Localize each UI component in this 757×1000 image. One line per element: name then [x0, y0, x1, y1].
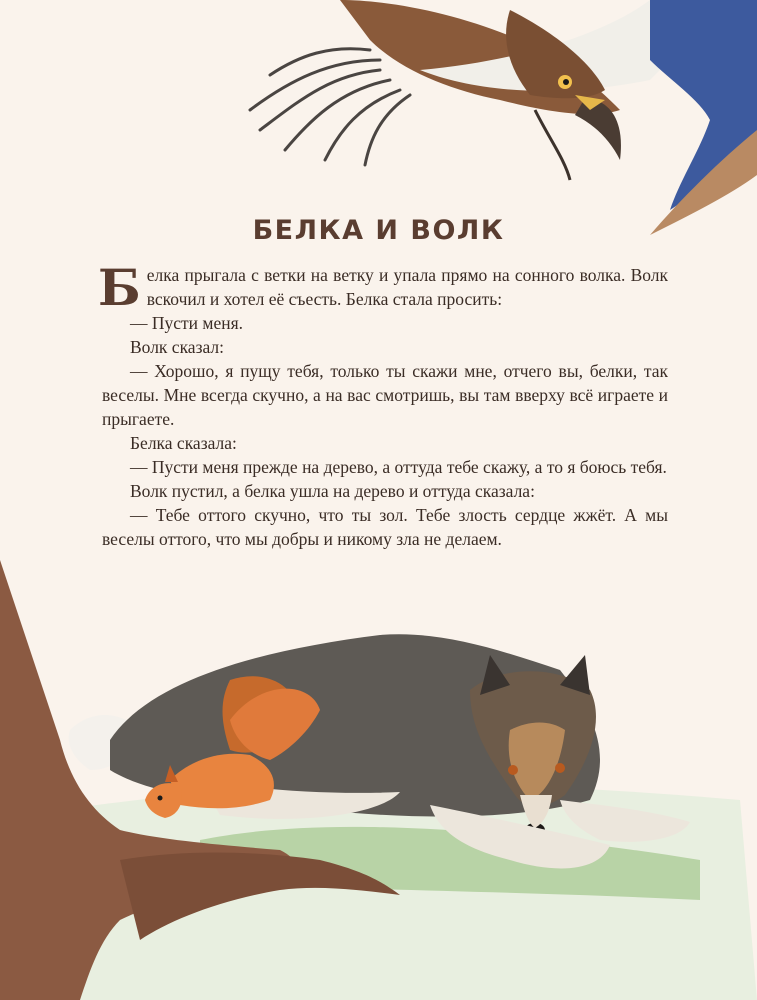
story-paragraph: — Хорошо, я пущу тебя, только ты скажи мне, отчего вы, белки, так веселы. Мне всегда скучно, а на вас смотришь, вы там вверху всё играете и прыгаете.: [102, 361, 668, 429]
story-text: [98, 258, 668, 551]
eagle-pupil: [563, 79, 569, 85]
story-paragraph: Белка сказала:: [130, 433, 237, 453]
first-paragraph-text: елка прыгала с ветки на ветку и упала прямо на сонного волка. Волк вскочил и хотел её съесть. Белка стала просить:: [146, 265, 668, 309]
squirrel-eye: [158, 796, 163, 801]
eagle-mouth: [535, 110, 570, 180]
story-paragraph: — Пусти меня.: [130, 313, 244, 333]
eagle-illustration: [230, 0, 757, 240]
story-paragraph: — Тебе оттого скучно, что ты зол. Тебе злость сердце жжёт. А мы веселы оттого, что мы добры и никому зла не делаем.: [102, 505, 668, 549]
story-paragraph: [98, 258, 668, 317]
story-paragraph: Волк пустил, а белка ушла на дерево и оттуда сказала:: [130, 481, 535, 501]
wolf-squirrel-tree-illustration: [0, 560, 757, 1000]
wolf-right-eye: [555, 763, 565, 773]
drop-cap: Б: [98, 258, 141, 317]
story-paragraph: Волк сказал:: [130, 337, 225, 357]
eagle-wing-feathers: [250, 49, 410, 165]
wolf-left-eye: [508, 765, 518, 775]
story-paragraph: — Пусти меня прежде на дерево, а оттуда тебе скажу, а то я боюсь тебя.: [130, 457, 667, 477]
page-title: БЕЛКА И ВОЛК: [252, 215, 505, 246]
